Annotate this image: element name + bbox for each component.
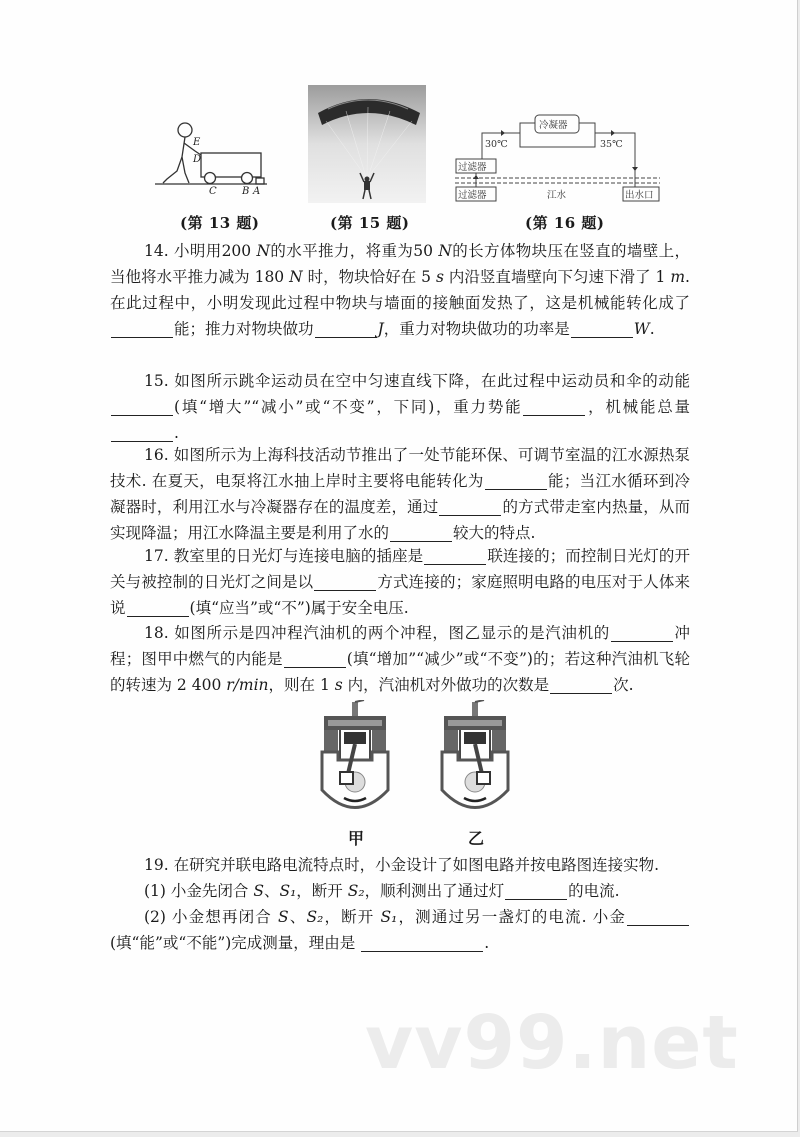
river-label: 江水 [547, 190, 567, 201]
answer-blank[interactable] [361, 933, 483, 952]
answer-blank[interactable] [485, 471, 547, 490]
question-19-stem: 19. 在研究并联电路电流特点时，小金设计了如图电路并按电路图连接实物. [144, 856, 660, 874]
answer-blank[interactable] [127, 598, 189, 617]
temp-in-label: 30℃ [485, 139, 508, 150]
label-B: B [242, 186, 250, 195]
answer-blank[interactable] [523, 397, 585, 416]
figure-row [0, 85, 800, 235]
question-16: 16. 如图所示为上海科技活动节推出了一处节能环保、可调节室温的江水源热泵技术. 在夏天，电泵将江水抽上岸时主要将电能转化为 能；当江水循环到冷凝器时，利用江水与冷凝器存在的温度差，通过 的方式带走室内热量，从而实现降温；用江水降温主要是利用了水的 较大的特点. [110, 446, 690, 542]
filter-top-label: 过滤器 [458, 162, 487, 173]
engine-label-yi: 乙 [468, 829, 485, 848]
question-18: 18. 如图所示是四冲程汽油机的两个冲程，图乙显示的是汽油机的 冲程；图甲中燃气的内能是 (填“增加”“减少”或“不变”)的；若这种汽油机飞轮的转速为 2 400 r/min，则在 1 s 内，汽油机对外做功的次数是 次. [110, 624, 690, 694]
question-19-part-1: (1) 小金先闭合 S、S₁，断开 S₂，顺利测出了通过灯 的电流. [144, 882, 620, 900]
watermark: vv99.net [365, 1000, 739, 1086]
label-C: C [209, 186, 217, 195]
question-19-part-2: (2) 小金想再闭合 S、S₂，断开 S₁，测通过另一盏灯的电流. 小金(填“能”或“不能”)完成测量，理由是 . [110, 904, 690, 956]
figure-18-engine-strokes [300, 700, 520, 850]
answer-blank[interactable] [111, 397, 173, 416]
answer-blank[interactable] [424, 546, 486, 565]
question-14: 14. 小明用200 N的水平推力，将重为50 N的长方体物块压在竖直的墙壁上，当他将水平推力减为 180 N 时，物块恰好在 5 s 内沿竖直墙壁向下匀速下滑了 1 m. 在此过程中，小明发现此过程中物块与墙面的接触面发热了，这是机械能转化成了能；推力对物块做功 J，重力对物块做功的功率是 W. [110, 242, 690, 338]
answer-blank[interactable] [571, 319, 633, 338]
figure-13-caption: (第 13 题) [180, 214, 260, 232]
answer-blank[interactable] [315, 319, 377, 338]
answer-blank[interactable] [505, 881, 567, 900]
engine-diagrams [300, 700, 520, 820]
figure-13-cart-diagram [155, 115, 270, 195]
answer-blank[interactable] [111, 319, 173, 338]
question-17: 17. 教室里的日光灯与连接电脑的插座是 联连接的；而控制日光灯的开关与被控制的日光灯之间是以 方式连接的；家庭照明电路的电压对于人体来说 (填“应当”或“不”)属于安全电压. [110, 547, 690, 617]
figure-16-heat-pump-diagram [455, 103, 660, 203]
condenser-label: 冷凝器 [539, 120, 568, 131]
filter-bottom-label: 过滤器 [458, 190, 487, 201]
label-E: E [193, 137, 201, 148]
answer-blank[interactable] [284, 649, 346, 668]
temp-out-label: 35℃ [600, 139, 623, 150]
answer-blank[interactable] [627, 907, 689, 926]
figure-15-parachute-photo [308, 85, 426, 203]
question-19 [110, 852, 690, 956]
label-D: D [193, 154, 202, 165]
figure-15-caption: (第 15 题) [330, 214, 410, 232]
answer-blank[interactable] [111, 423, 173, 442]
outlet-label: 出水口 [625, 190, 654, 201]
answer-blank[interactable] [611, 623, 673, 642]
engine-label-jia: 甲 [348, 829, 365, 848]
answer-blank[interactable] [390, 523, 452, 542]
answer-blank[interactable] [550, 675, 612, 694]
figure-16-caption: (第 16 题) [525, 214, 605, 232]
answer-blank[interactable] [439, 497, 501, 516]
label-A: A [253, 186, 261, 195]
question-15: 15. 如图所示跳伞运动员在空中匀速直线下降，在此过程中运动员和伞的动能(填“增大”“减小”或“不变”，下同)，重力势能 ，机械能总量. [110, 368, 690, 446]
answer-blank[interactable] [314, 572, 376, 591]
